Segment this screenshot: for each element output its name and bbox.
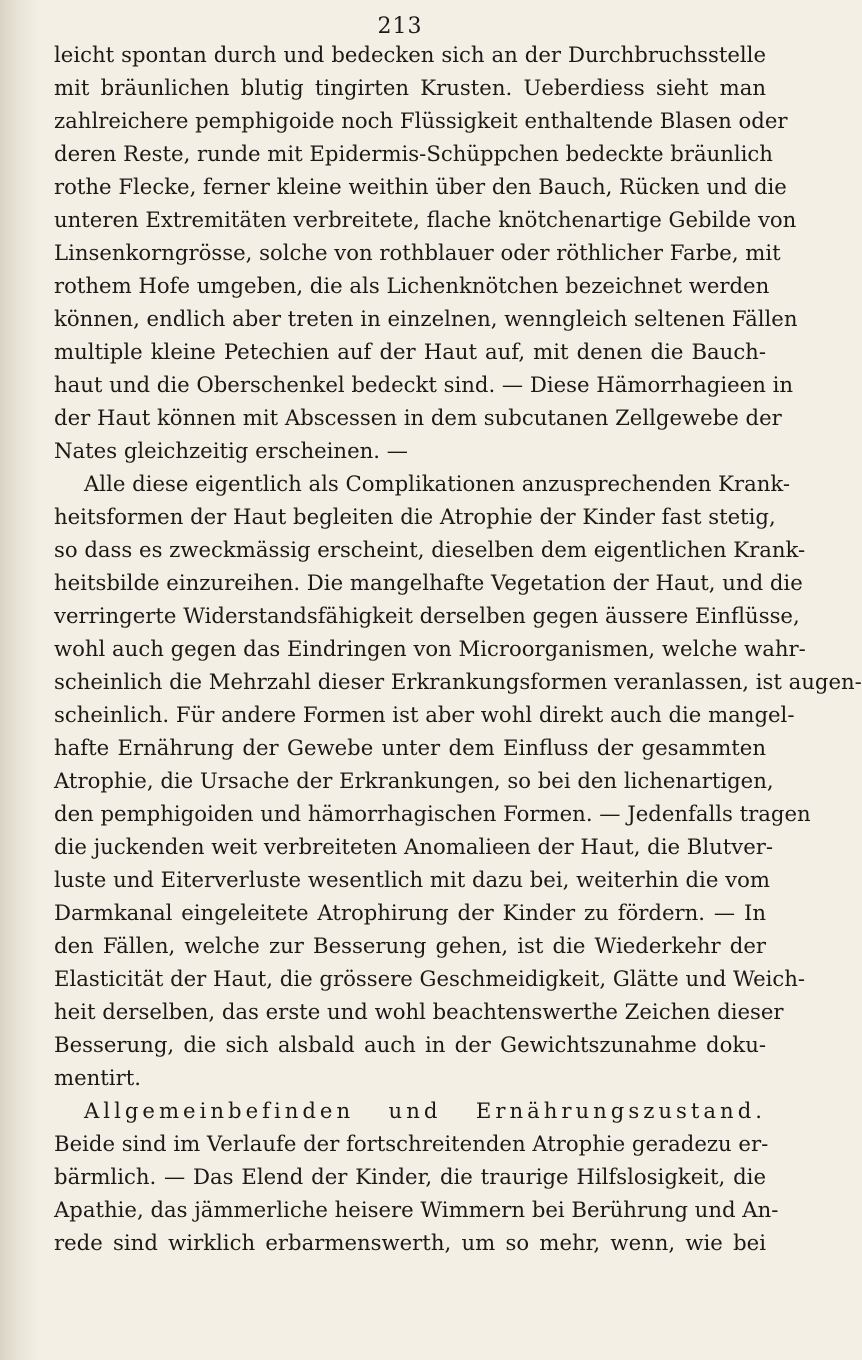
text-line: Beide sind im Verlaufe der fortschreitenden Atrophie geradezu er- [54, 1131, 769, 1156]
text-line: zahlreichere pemphigoide noch Flüssigkeit enthaltende Blasen oder [54, 108, 788, 133]
text-line: Linsenkorngrösse, solche von rothblauer oder röthlicher Farbe, mit [54, 240, 781, 265]
text-line: können, endlich aber treten in einzelnen, wenngleich seltenen Fällen [54, 306, 798, 331]
text-line: hafte Ernährung der Gewebe unter dem Einfluss der gesammten [54, 735, 766, 760]
text-line: scheinlich die Mehrzahl dieser Erkrankungsformen veranlassen, ist augen- [54, 669, 862, 694]
text-line: wohl auch gegen das Eindringen von Microorganismen, welche wahr- [54, 636, 806, 661]
text-line: unteren Extremitäten verbreitete, flache knötchenartige Gebilde von [54, 207, 797, 232]
text-line: Allgemeinbefinden und Ernährungszustand. [84, 1098, 766, 1123]
text-line: scheinlich. Für andere Formen ist aber wohl direkt auch die mangel- [54, 702, 795, 727]
text-line: die juckenden weit verbreiteten Anomalieen der Haut, die Blutver- [54, 834, 774, 859]
text-line: Elasticität der Haut, die grössere Geschmeidigkeit, Glätte und Weich- [54, 966, 806, 991]
text-line: luste und Eiterverluste wesentlich mit dazu bei, weiterhin die vom [54, 867, 770, 892]
text-line: Alle diese eigentlich als Complikationen anzusprechenden Krank- [84, 471, 791, 496]
text-line: leicht spontan durch und bedecken sich an der Durchbruchsstelle [54, 42, 766, 67]
text-line: Nates gleichzeitig erscheinen. — [54, 438, 408, 463]
text-line: deren Reste, runde mit Epidermis-Schüppchen bedeckte bräunlich [54, 141, 773, 166]
text-line: verringerte Widerstandsfähigkeit derselben gegen äussere Einflüsse, [54, 603, 800, 628]
text-line: den pemphigoiden und hämorrhagischen Formen. — Jedenfalls tragen [54, 801, 811, 826]
text-line: den Fällen, welche zur Besserung gehen, ist die Wiederkehr der [54, 933, 766, 958]
text-line: der Haut können mit Abscessen in dem subcutanen Zellgewebe der [54, 405, 782, 430]
text-line: multiple kleine Petechien auf der Haut auf, mit denen die Bauch- [54, 339, 766, 364]
text-line: heit derselben, das erste und wohl beachtenswerthe Zeichen dieser [54, 999, 784, 1024]
text-line: mentirt. [54, 1065, 141, 1090]
text-line: rothe Flecke, ferner kleine weithin über den Bauch, Rücken und die [54, 174, 787, 199]
page-number: 213 [377, 14, 423, 39]
text-line: heitsbilde einzureihen. Die mangelhafte Vegetation der Haut, und die [54, 570, 803, 595]
text-line: bärmlich. — Das Elend der Kinder, die traurige Hilfslosigkeit, die [54, 1164, 766, 1189]
body-text [54, 38, 862, 1259]
text-line: haut und die Oberschenkel bedeckt sind. — Diese Hämorrhagieen in [54, 372, 793, 397]
text-line: Atrophie, die Ursache der Erkrankungen, so bei den lichenartigen, [54, 768, 774, 793]
text-line: rothem Hofe umgeben, die als Lichenknötchen bezeichnet werden [54, 273, 770, 298]
text-line: mit bräunlichen blutig tingirten Krusten. Ueberdiess sieht man [54, 75, 766, 100]
text-line: heitsformen der Haut begleiten die Atrophie der Kinder fast stetig, [54, 504, 776, 529]
text-line: so dass es zweckmässig erscheint, dieselben dem eigentlichen Krank- [54, 537, 806, 562]
text-line: rede sind wirklich erbarmenswerth, um so mehr, wenn, wie bei [54, 1230, 766, 1255]
text-line: Apathie, das jämmerliche heisere Wimmern bei Berührung und An- [54, 1197, 779, 1222]
text-line: Besserung, die sich alsbald auch in der Gewichtszunahme doku- [54, 1032, 766, 1057]
text-line: Darmkanal eingeleitete Atrophirung der Kinder zu fördern. — In [54, 900, 766, 925]
page-edge-shadow [0, 0, 40, 1360]
